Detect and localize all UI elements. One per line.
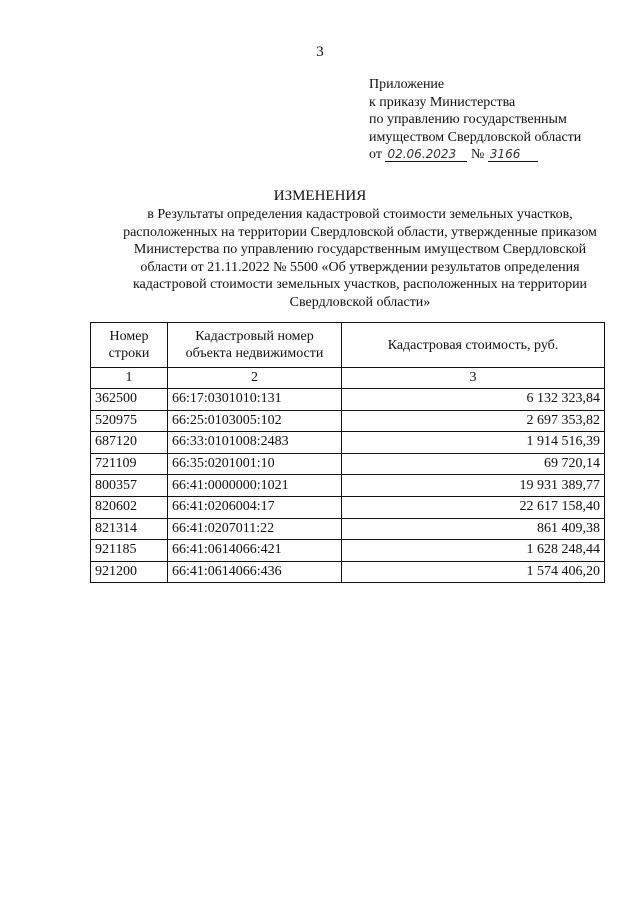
cadastral-number-cell: 66:25:0103005:102 xyxy=(168,410,342,432)
row-number-cell: 520975 xyxy=(91,410,168,432)
row-number-cell: 721109 xyxy=(91,453,168,475)
subtitle-line: в Результаты определения кадастровой стоимости земельных участков, xyxy=(147,207,573,222)
handwritten-number: 3166 xyxy=(488,147,538,162)
table-row xyxy=(91,389,605,411)
document-title: ИЗМЕНЕНИЯ xyxy=(273,188,367,204)
row-number-cell: 820602 xyxy=(91,496,168,518)
header-cadastral-value: Кадастровая стоимость, руб. xyxy=(342,323,605,368)
cadastral-value-cell: 22 617 158,40 xyxy=(342,496,605,518)
appendix-block xyxy=(369,76,619,164)
cadastral-value-cell: 861 409,38 xyxy=(342,518,605,540)
cadastral-value-cell: 69 720,14 xyxy=(342,453,605,475)
subtitle-line: расположенных на территории Свердловской области, утвержденные приказом xyxy=(123,224,597,240)
page-number: 3 xyxy=(316,44,324,60)
column-number: 3 xyxy=(342,368,605,389)
number-label: № xyxy=(470,147,485,162)
table-row xyxy=(91,561,605,583)
cadastral-value-cell: 1 628 248,44 xyxy=(342,540,605,562)
cadastral-value-cell: 1 574 406,20 xyxy=(342,561,605,583)
column-numbers-row xyxy=(91,368,605,389)
row-number-cell: 800357 xyxy=(91,475,168,497)
cadastral-number-cell: 66:17:0301010:131 xyxy=(168,389,342,411)
row-number-cell: 921185 xyxy=(91,540,168,562)
subtitle-line: Свердловской области» xyxy=(289,294,431,310)
table-row xyxy=(91,410,605,432)
cadastral-value-cell: 1 914 516,39 xyxy=(342,432,605,454)
table-row xyxy=(91,496,605,518)
cadastral-number-cell: 66:41:0000000:1021 xyxy=(168,475,342,497)
cadastral-value-cell: 19 931 389,77 xyxy=(342,475,605,497)
subtitle-line: кадастровой стоимости земельных участков, расположенных на территории xyxy=(132,277,588,293)
appendix-line-5 xyxy=(369,146,619,164)
table-row xyxy=(91,432,605,454)
row-number-cell: 687120 xyxy=(91,432,168,454)
cadastral-value-cell: 6 132 323,84 xyxy=(342,389,605,411)
cadastral-number-cell: 66:35:0201001:10 xyxy=(168,453,342,475)
table-row xyxy=(91,540,605,562)
row-number-cell: 362500 xyxy=(91,389,168,411)
table-row xyxy=(91,475,605,497)
cadastral-changes-table xyxy=(90,322,605,583)
cadastral-number-cell: 66:41:0614066:436 xyxy=(168,561,342,583)
cadastral-number-cell: 66:33:0101008:2483 xyxy=(168,432,342,454)
column-number: 1 xyxy=(91,368,168,389)
document-subtitle xyxy=(105,206,615,312)
appendix-line-2: к приказу Министерства xyxy=(369,94,516,110)
from-label: от xyxy=(369,147,382,162)
header-row-number: Номер строки xyxy=(91,323,168,368)
row-number-cell: 821314 xyxy=(91,518,168,540)
cadastral-number-cell: 66:41:0207011:22 xyxy=(168,518,342,540)
appendix-line-3: по управлению государственным xyxy=(369,112,567,127)
table-row xyxy=(91,518,605,540)
cadastral-number-cell: 66:41:0614066:421 xyxy=(168,540,342,562)
cadastral-number-cell: 66:41:0206004:17 xyxy=(168,496,342,518)
appendix-line-4: имуществом Свердловской области xyxy=(369,129,582,145)
handwritten-date: 02.06.2023 xyxy=(385,147,467,162)
subtitle-line: области от 21.11.2022 № 5500 «Об утверждении результатов определения xyxy=(140,259,580,275)
column-number: 2 xyxy=(168,368,342,389)
subtitle-line: Министерства по управлению государственным имуществом Свердловской xyxy=(133,242,587,258)
appendix-line-1: Приложение xyxy=(369,77,445,92)
table-row xyxy=(91,453,605,475)
row-number-cell: 921200 xyxy=(91,561,168,583)
cadastral-value-cell: 2 697 353,82 xyxy=(342,410,605,432)
header-cadastral-number: Кадастровый номер объекта недвижимости xyxy=(168,323,342,368)
